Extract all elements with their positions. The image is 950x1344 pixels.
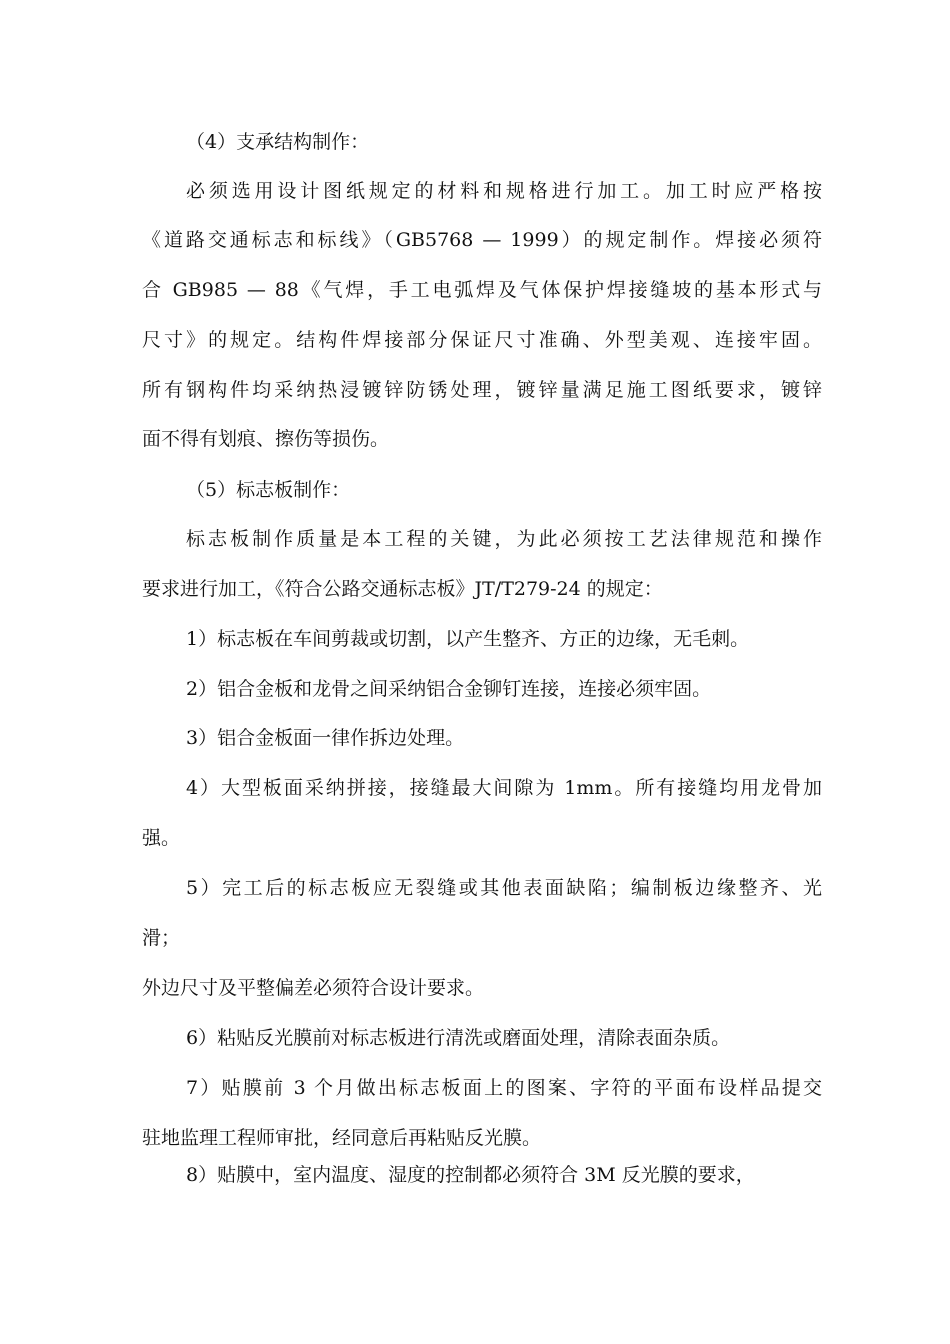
paragraph-line: 面不得有划痕、擦伤等损伤。 [142, 428, 390, 450]
list-item: 6）粘贴反光膜前对标志板进行清洗或磨面处理，清除表面杂质。 [186, 1027, 731, 1049]
list-item-continuation: 强。 [142, 827, 181, 849]
list-item: 1）标志板在车间剪裁或切割，以产生整齐、方正的边缘，无毛刺。 [186, 628, 750, 650]
paragraph-line: 外边尺寸及平整偏差必须符合设计要求。 [142, 977, 485, 999]
list-item: 8）贴膜中，室内温度、湿度的控制都必须符合 3M 反光膜的要求， [186, 1164, 755, 1186]
paragraph-line: 《道路交通标志和标线》（GB5768 — 1999）的规定制作。焊接必须符 [142, 229, 822, 251]
list-item: 3）铝合金板面一律作拆边处理。 [186, 727, 465, 749]
list-item-continuation: 滑； [142, 927, 181, 949]
paragraph-line: 尺寸》的规定。结构件焊接部分保证尺寸准确、外型美观、连接牢固。 [142, 329, 822, 351]
paragraph-line: 要求进行加工，《符合公路交通标志板》JT/T279-24 的规定： [142, 578, 663, 600]
paragraph-line: 标志板制作质量是本工程的关键，为此必须按工艺法律规范和操作 [186, 528, 822, 550]
list-item-continuation: 驻地监理工程师审批，经同意后再粘贴反光膜。 [142, 1127, 542, 1149]
section-heading-sign-board: （5）标志板制作： [186, 479, 351, 501]
list-item: 2）铝合金板和龙骨之间采纳铝合金铆钉连接，连接必须牢固。 [186, 678, 712, 700]
paragraph-line: 必须选用设计图纸规定的材料和规格进行加工。加工时应严格按 [186, 180, 822, 202]
paragraph-line: 所有钢构件均采纳热浸镀锌防锈处理，镀锌量满足施工图纸要求，镀锌 [142, 379, 822, 401]
list-item: 5）完工后的标志板应无裂缝或其他表面缺陷；编制板边缘整齐、光 [186, 877, 822, 899]
list-item: 4）大型板面采纳拼接，接缝最大间隙为 1mm。所有接缝均用龙骨加 [186, 777, 822, 799]
section-heading-support-structure: （4）支承结构制作： [186, 131, 370, 153]
paragraph-line: 合 GB985 — 88《气焊，手工电弧焊及气体保护焊接缝坡的基本形式与 [142, 279, 822, 301]
list-item: 7）贴膜前 3 个月做出标志板面上的图案、字符的平面布设样品提交 [186, 1077, 822, 1099]
